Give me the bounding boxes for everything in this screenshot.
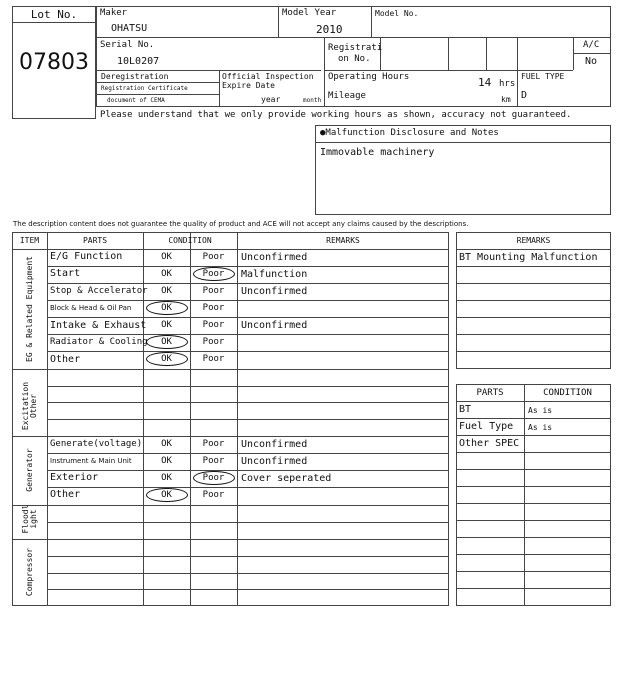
header-remarks: REMARKS [326,236,360,245]
eg-part-2: Start [50,268,81,279]
eg-part-5: Intake & Exhaust [50,320,147,331]
gen-remark-2: Unconfirmed [241,456,308,467]
eg-selection-circle-2 [193,267,235,281]
gen-ok-3: OK [161,473,172,483]
spec-cond-2: As is [528,423,553,432]
eg-part-7: Other [50,354,81,365]
eg-poor-6: Poor [202,337,225,347]
eg-ok-3: OK [161,286,172,296]
eg-selection-circle-6 [146,335,188,349]
year-label: year [261,95,281,104]
spec-part-1: BT [459,404,472,415]
malfunction-title: ●Malfunction Disclosure and Notes [320,128,499,138]
spec-cond-1: As is [528,406,553,415]
eg-part-4: Block & Head & Oil Pan [50,304,132,312]
serial-label: Serial No. [100,40,155,50]
hrs-label: hrs [499,79,516,89]
eg-poor-4: Poor [202,303,225,313]
eg-poor-3: Poor [202,286,225,296]
eg-poor-7: Poor [202,354,225,364]
gen-part-2: Instrument & Main Unit [50,457,132,465]
eg-part-6: Radiator & Cooling [50,337,148,347]
gen-remark-3: Cover seperated [241,473,332,484]
lot-label: Lot No. [30,8,78,21]
eg-ok-5: OK [161,320,172,330]
gen-poor-1: Poor [202,439,225,449]
gen-ok-2: OK [161,456,172,466]
model-year-value: 2010 [316,23,343,36]
eg-ok-2: OK [161,269,172,279]
gen-ok-1: OK [161,439,172,449]
gen-ok-4: OK [161,490,172,500]
op-hours-label: Operating Hours [328,72,410,82]
registration-label-2: on No. [338,54,371,64]
ac-value: No [585,56,598,67]
header-parts: PARTS [82,236,108,245]
eg-ok-6: OK [161,337,172,347]
eg-poor-1: Poor [202,252,225,262]
fuel-type-value: D [521,90,528,101]
model-no-label: Model No. [375,9,419,18]
malfunction-text: Immovable machinery [320,147,435,158]
section-floodlight: Floodl ight [21,504,38,534]
reg-cert-label: Registration Certificate [101,85,188,92]
eg-selection-circle-4 [146,301,188,315]
section-compressor: Compressor [25,547,34,597]
op-hours-value: 14 [478,76,492,89]
header-item: ITEM [19,236,40,245]
right-remark-1: BT Mounting Malfunction [459,252,598,263]
serial-value: 10L0207 [117,56,160,67]
inspection-label: Official Inspection [222,72,314,81]
gen-selection-circle-3 [193,471,235,485]
gen-selection-circle-4 [146,488,188,502]
disclaimer: The description content does not guarantee the quality of product and ACE will not accept any claims caused by the descriptions. [13,220,469,228]
dereg-label: Deregistration [101,72,169,81]
fuel-type-label: FUEL TYPE [521,72,565,81]
km-label: km [501,95,511,104]
ac-label: A/C [583,40,600,50]
inspection-label-2: Expire Date [222,81,275,90]
hours-notice: Please understand that we only provide working hours as shown, accuracy not guaranteed. [100,110,572,120]
mileage-label: Mileage [328,91,366,101]
spec-part-3: Other SPEC [459,438,520,449]
gen-remark-1: Unconfirmed [241,439,308,450]
eg-part-1: E/G Function [50,251,123,262]
spec-parts-header: PARTS [476,388,504,398]
eg-remark-5: Unconfirmed [241,320,308,331]
maker-value: OHATSU [111,23,148,34]
eg-part-3: Stop & Accelerator [50,286,148,296]
registration-label: Registrati [328,43,383,53]
gen-part-3: Exterior [50,472,99,483]
gen-part-4: Other [50,489,81,500]
cema-label: document of CEMA [107,97,165,104]
section-eg: EG & Related Equipment [25,256,34,362]
maker-label: Maker [100,8,128,18]
eg-selection-circle-7 [146,352,188,366]
malfunction-box [315,125,611,215]
eg-remark-3: Unconfirmed [241,286,308,297]
gen-poor-3: Poor [202,473,225,483]
month-label: month [303,97,322,104]
gen-part-1: Generate(voltage) [50,439,143,449]
gen-poor-2: Poor [202,456,225,466]
section-excitation: Excitation Other [21,381,38,431]
spec-condition-header: CONDITION [543,388,592,398]
model-year-label: Model Year [282,8,337,18]
header-condition: CONDITION [168,236,212,245]
spec-part-2: Fuel Type [459,421,514,432]
eg-remark-1: Unconfirmed [241,252,308,263]
eg-poor-2: Poor [202,269,225,279]
right-remarks-header: REMARKS [516,236,551,245]
lot-value: 07803 [19,50,89,75]
section-generator: Generator [25,448,34,492]
eg-poor-5: Poor [202,320,225,330]
eg-ok-4: OK [161,303,172,313]
eg-ok-1: OK [161,252,172,262]
eg-remark-2: Malfunction [241,269,308,280]
eg-ok-7: OK [161,354,172,364]
gen-poor-4: Poor [202,490,225,500]
